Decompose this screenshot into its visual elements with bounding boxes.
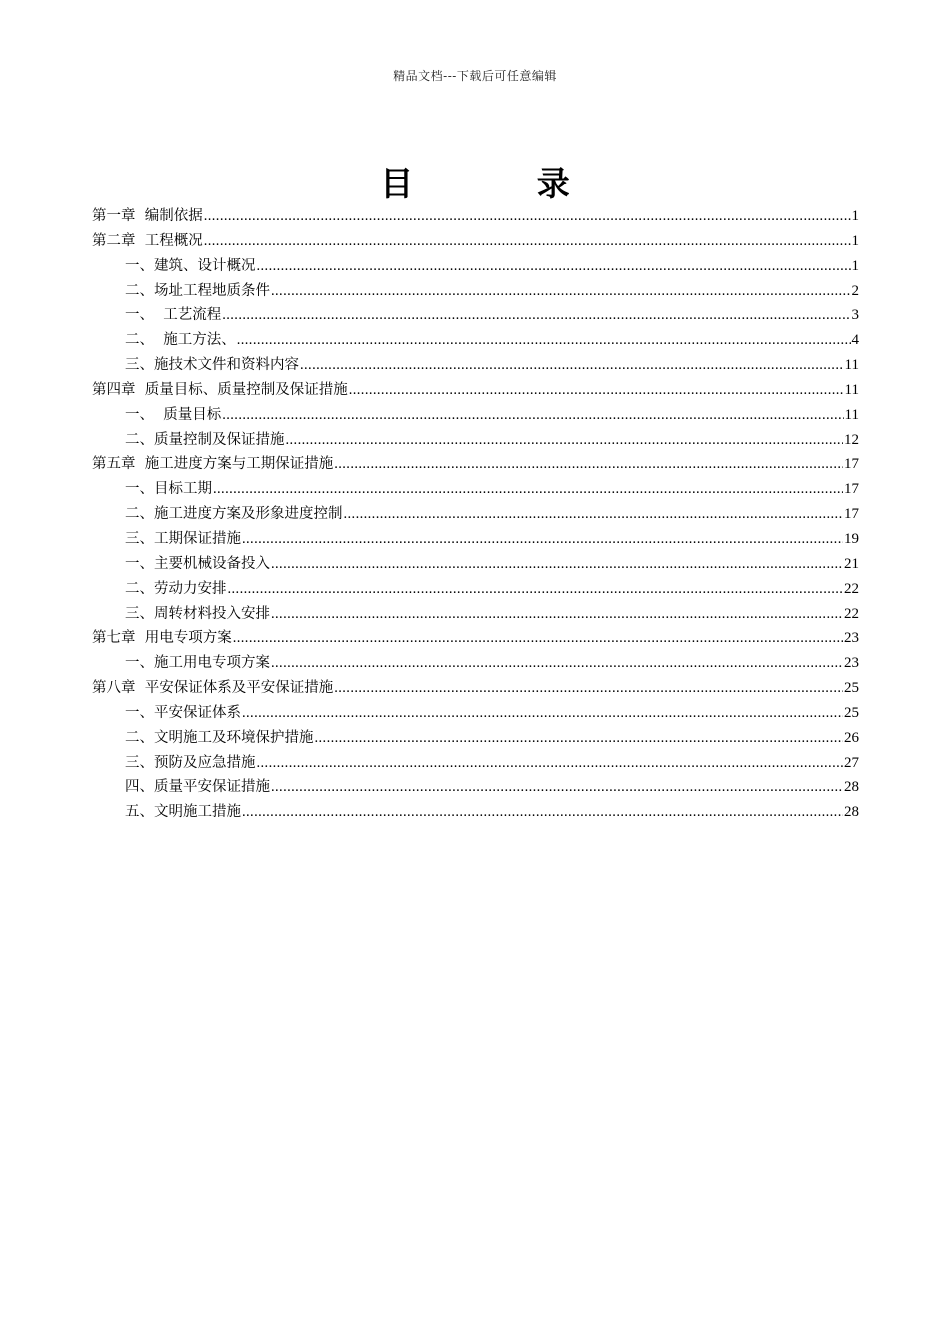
toc-entry-label: 二、 施工方法、: [125, 332, 236, 349]
toc-list: [92, 204, 859, 825]
toc-leader-dots: [271, 552, 843, 577]
toc-entry[interactable]: [92, 328, 859, 353]
toc-entry-page: 25: [844, 704, 859, 721]
toc-leader-dots: [334, 676, 843, 701]
toc-entry-label: 一、 工艺流程: [125, 307, 222, 324]
toc-entry-page: 12: [844, 431, 859, 448]
toc-entry-page: 3: [851, 307, 859, 324]
toc-entry-label: 二、施工进度方案及形象进度控制: [125, 506, 343, 523]
toc-entry-page: 17: [844, 456, 859, 473]
toc-leader-dots: [271, 651, 843, 676]
toc-leader-dots: [222, 403, 843, 428]
toc-leader-dots: [242, 701, 843, 726]
toc-entry[interactable]: [92, 527, 859, 552]
toc-entry[interactable]: [92, 651, 859, 676]
toc-entry-label: 三、施技术文件和资料内容: [125, 357, 299, 374]
toc-entry-page: 28: [844, 804, 859, 821]
toc-entry[interactable]: [92, 428, 859, 453]
toc-entry-page: 17: [844, 481, 859, 498]
toc-entry-label: 二、文明施工及环境保护措施: [125, 729, 314, 746]
toc-entry-label: 四、质量平安保证措施: [125, 779, 270, 796]
toc-entry-page: 11: [844, 357, 859, 374]
toc-entry-label: 第七章 用电专项方案: [92, 630, 232, 647]
toc-entry-page: 25: [844, 680, 859, 697]
toc-leader-dots: [213, 477, 843, 502]
toc-entry[interactable]: [92, 303, 859, 328]
toc-entry-page: 19: [844, 530, 859, 547]
toc-entry-label: 一、施工用电专项方案: [125, 655, 270, 672]
toc-entry-page: 21: [844, 555, 859, 572]
toc-entry[interactable]: [92, 676, 859, 701]
toc-entry-page: 22: [844, 605, 859, 622]
toc-leader-dots: [242, 800, 843, 825]
toc-entry-page: 11: [844, 406, 859, 423]
toc-entry[interactable]: [92, 204, 859, 229]
toc-entry-page: 4: [851, 332, 859, 349]
toc-entry-label: 三、周转材料投入安排: [125, 605, 270, 622]
toc-leader-dots: [286, 428, 844, 453]
toc-entry[interactable]: [92, 403, 859, 428]
toc-leader-dots: [204, 229, 851, 254]
toc-leader-dots: [271, 775, 843, 800]
toc-leader-dots: [257, 254, 851, 279]
toc-entry[interactable]: [92, 701, 859, 726]
toc-entry-page: 28: [844, 779, 859, 796]
toc-entry-label: 第二章 工程概况: [92, 232, 203, 249]
toc-leader-dots: [271, 279, 851, 304]
toc-entry-label: 二、场址工程地质条件: [125, 282, 270, 299]
toc-entry-label: 五、文明施工措施: [125, 804, 241, 821]
toc-entry-label: 二、劳动力安排: [125, 580, 227, 597]
toc-entry[interactable]: [92, 353, 859, 378]
toc-leader-dots: [228, 577, 844, 602]
toc-entry-page: 23: [844, 630, 859, 647]
toc-entry[interactable]: [92, 626, 859, 651]
toc-entry-label: 第一章 编制依据: [92, 208, 203, 224]
toc-entry-page: 26: [844, 729, 859, 746]
toc-entry-page: 27: [844, 754, 859, 771]
toc-entry[interactable]: [92, 229, 859, 254]
toc-entry-page: 17: [844, 506, 859, 523]
toc-leader-dots: [300, 353, 844, 378]
toc-entry-page: 2: [851, 282, 859, 299]
toc-entry-label: 一、目标工期: [125, 481, 212, 498]
toc-entry[interactable]: [92, 577, 859, 602]
header-note: 精品文档---下载后可任意编辑: [393, 69, 557, 83]
toc-entry[interactable]: [92, 452, 859, 477]
toc-leader-dots: [233, 626, 843, 651]
toc-entry-label: 三、预防及应急措施: [125, 754, 256, 771]
toc-entry-label: 二、质量控制及保证措施: [125, 431, 285, 448]
toc-leader-dots: [334, 452, 843, 477]
toc-leader-dots: [349, 378, 844, 403]
toc-leader-dots: [242, 527, 843, 552]
toc-leader-dots: [222, 303, 850, 328]
toc-entry-label: 一、建筑、设计概况: [125, 257, 256, 274]
toc-entry[interactable]: [92, 552, 859, 577]
toc-entry[interactable]: [92, 502, 859, 527]
toc-entry-label: 第八章 平安保证体系及平安保证措施: [92, 680, 334, 697]
toc-leader-dots: [237, 328, 851, 353]
toc-entry[interactable]: [92, 279, 859, 304]
toc-entry[interactable]: [92, 602, 859, 627]
toc-entry[interactable]: [92, 800, 859, 825]
toc-entry-label: 一、主要机械设备投入: [125, 555, 270, 572]
toc-entry-page: 1: [851, 257, 859, 274]
toc-entry-page: 1: [851, 232, 859, 249]
toc-entry[interactable]: [92, 775, 859, 800]
toc-entry-page: 22: [844, 580, 859, 597]
toc-entry[interactable]: [92, 751, 859, 776]
toc-entry[interactable]: [92, 477, 859, 502]
toc-leader-dots: [271, 602, 843, 627]
toc-title: 目 录: [380, 164, 626, 203]
toc-entry-page: 1: [851, 208, 859, 224]
toc-entry-label: 一、平安保证体系: [125, 704, 241, 721]
toc-entry-label: 第五章 施工进度方案与工期保证措施: [92, 456, 334, 473]
toc-leader-dots: [315, 726, 844, 751]
toc-entry-label: 第四章 质量目标、质量控制及保证措施: [92, 381, 348, 398]
toc-entry-page: 11: [844, 381, 859, 398]
toc-leader-dots: [204, 204, 851, 229]
toc-entry[interactable]: [92, 254, 859, 279]
toc-leader-dots: [257, 751, 844, 776]
toc-entry[interactable]: [92, 378, 859, 403]
toc-entry-label: 三、工期保证措施: [125, 530, 241, 547]
toc-entry[interactable]: [92, 726, 859, 751]
toc-entry-label: 一、 质量目标: [125, 406, 222, 423]
toc-entry-page: 23: [844, 655, 859, 672]
toc-leader-dots: [344, 502, 844, 527]
